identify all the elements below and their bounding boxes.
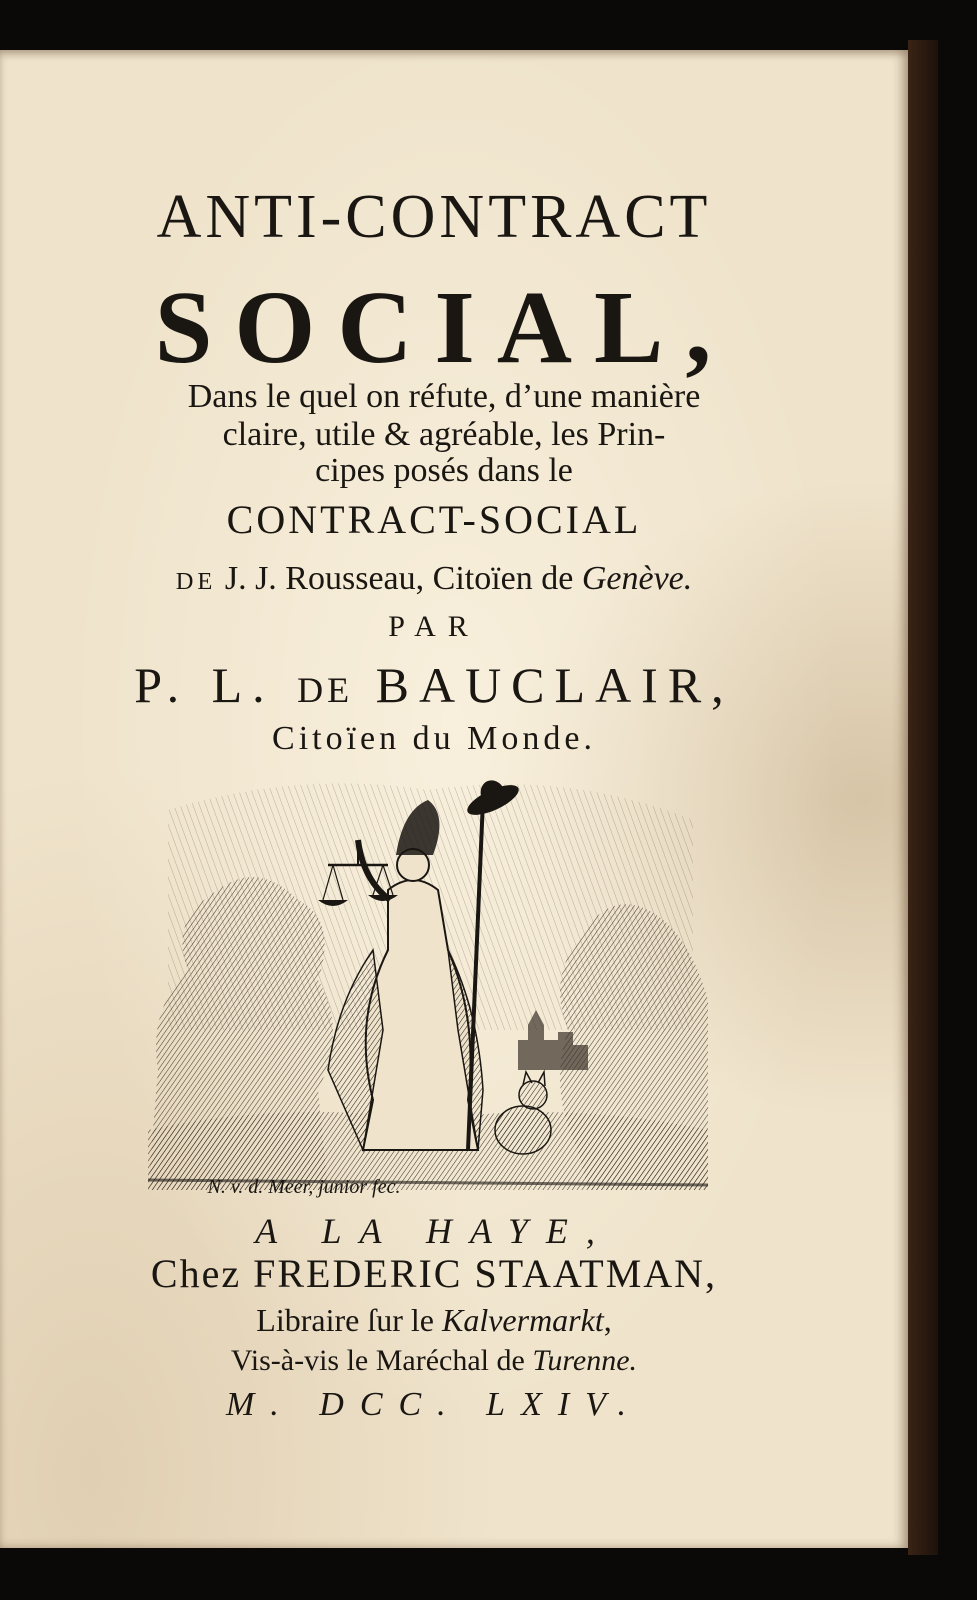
vis-place: Turenne.: [532, 1344, 638, 1377]
book-spine: [908, 40, 938, 1555]
author-title: Citoïen du Monde.: [272, 720, 596, 757]
rousseau-place: Genève.: [581, 560, 693, 597]
rousseau-line: [0, 560, 888, 598]
par-line: PAR: [388, 610, 480, 643]
imprint-address: [0, 1344, 888, 1378]
libraire-suffix: ,: [603, 1302, 612, 1338]
description-line-2: claire, utile & agréable, les Prin-: [222, 416, 666, 453]
rousseau-name: J. J. Rousseau: [224, 560, 416, 597]
engraver-signature: N. v. d. Meer, junior fec.: [207, 1176, 401, 1198]
rousseau-middle: , Citoïen de: [415, 560, 582, 597]
imprint-city: A LA HAYE,: [255, 1211, 613, 1251]
description-line-3: cipes posés dans le: [315, 452, 573, 489]
author-line: [0, 656, 888, 714]
contract-social-heading: CONTRACT-SOCIAL: [226, 497, 642, 542]
imprint-libraire: [0, 1302, 888, 1339]
engraving-illustration: [148, 770, 708, 1200]
title-page: [0, 50, 908, 1548]
imprint-date: M. DCC. LXIV.: [225, 1386, 643, 1423]
title-line-2: SOCIAL,: [154, 270, 734, 385]
author-name: BAUCLAIR,: [375, 657, 734, 713]
vis-prefix: Vis-à-vis le Maréchal de: [230, 1344, 533, 1377]
rousseau-prefix: DE: [175, 568, 217, 595]
description-line-1: Dans le quel on réfute, d’une manière: [187, 378, 701, 415]
author-initials: P. L.: [134, 657, 275, 713]
libraire-place: Kalvermarkt: [441, 1302, 604, 1338]
title-line-1: ANTI-CONTRACT: [156, 183, 712, 251]
author-particle: DE: [297, 670, 354, 710]
imprint-publisher: Chez FREDERIC STAATMAN,: [150, 1251, 718, 1296]
libraire-prefix: Libraire ſur le: [256, 1302, 442, 1338]
